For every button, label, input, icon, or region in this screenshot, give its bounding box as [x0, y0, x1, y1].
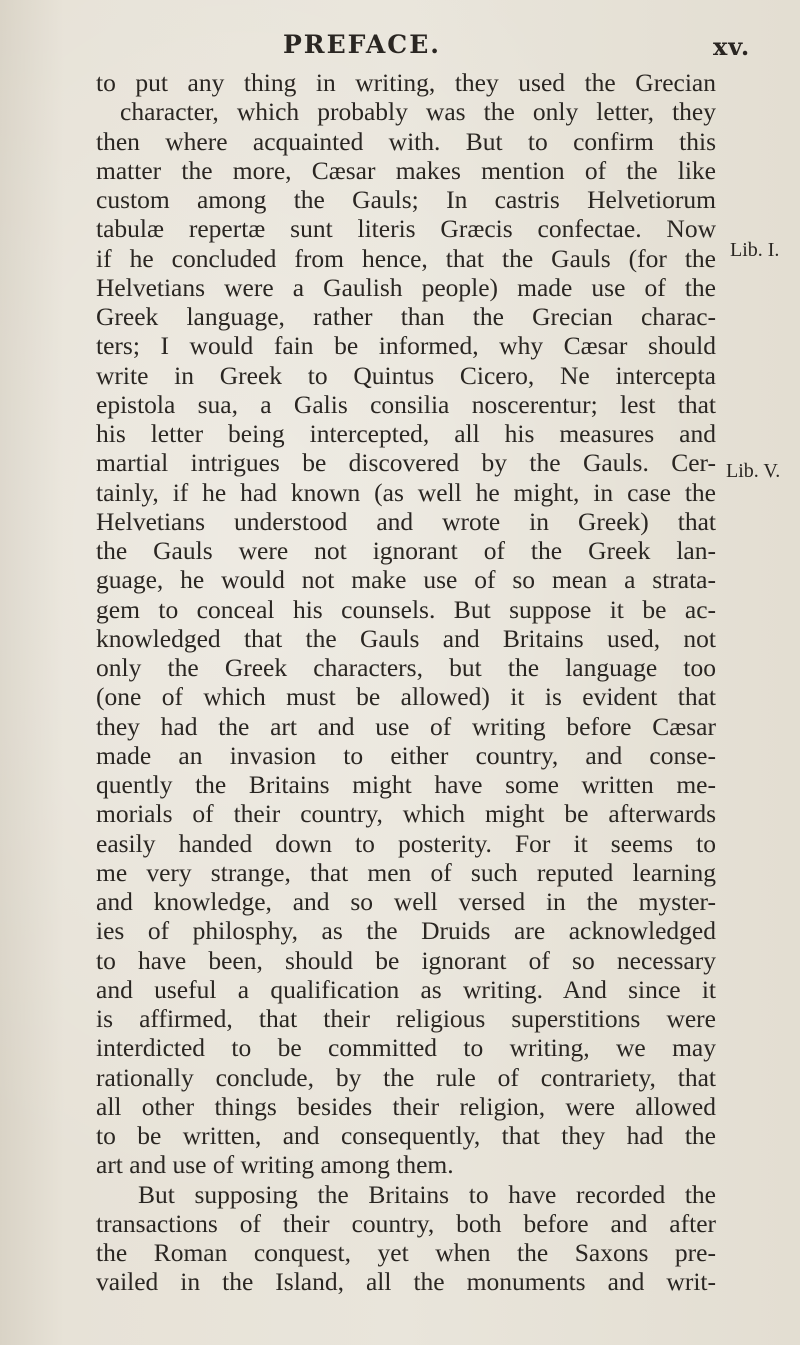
text-line: art and use of writing among them. [96, 1150, 454, 1180]
text-line: to put any thing in writing, they used the Grecian [96, 68, 716, 97]
text-line: rationally conclude, by the rule of contrariety, that [96, 1062, 716, 1092]
text-line: his letter being intercepted, all his measures and [96, 419, 716, 448]
text-line: is affirmed, that their religious superstitions were [96, 1004, 716, 1033]
text-line: quently the Britains might have some written me- [96, 770, 716, 799]
text-line: knowledged that the Gauls and Britains used, not [96, 623, 716, 653]
text-line: tainly, if he had known (as well he might, in case the [96, 477, 716, 507]
text-line: Greek language, rather than the Grecian charac- [96, 302, 716, 331]
text-line: all other things besides their religion, were allowed [96, 1091, 716, 1121]
text-line: and knowledge, and so well versed in the myster- [96, 887, 716, 916]
text-line: made an invasion to either country, and conse- [96, 740, 716, 770]
text-line: the Gauls were not ignorant of the Greek lan- [96, 536, 716, 565]
text-line: But supposing the Britains to have recorded the [138, 1179, 716, 1209]
text-line: ters; I would fain be informed, why Cæsar should [96, 331, 716, 361]
text-line: Helvetians were a Gaulish people) made use of the [96, 272, 716, 302]
margin-note-lib-v: Lib. V. [726, 460, 781, 482]
text-line: and useful a qualification as writing. And since it [96, 974, 716, 1004]
page-header [0, 30, 800, 60]
text-line: easily handed down to posterity. For it seems to [96, 828, 716, 858]
text-line: tabulæ repertæ sunt literis Græcis confectae. Now [96, 214, 716, 244]
text-line: vailed in the Island, all the monuments and writ- [96, 1267, 716, 1297]
running-head: PREFACE. [283, 30, 441, 59]
text-line: write in Greek to Quintus Cicero, Ne intercepta [96, 360, 716, 390]
body-text [96, 68, 716, 1297]
text-line: morials of their country, which might be afterwards [96, 799, 716, 829]
page-number: xv. [713, 32, 751, 61]
text-line: if he concluded from hence, that the Gauls (for the [96, 243, 716, 273]
text-line: transactions of their country, both before and after [96, 1208, 716, 1238]
text-line: ies of philosphy, as the Druids are acknowledged [96, 916, 716, 946]
text-line: epistola sua, a Galis consilia noscerentur; lest that [96, 389, 716, 419]
text-line: gem to conceal his counsels. But suppose it be ac- [96, 594, 716, 624]
text-line: the Roman conquest, yet when the Saxons pre- [96, 1238, 716, 1267]
text-line: Helvetians understood and wrote in Greek) that [96, 506, 716, 536]
text-line: guage, he would not make use of so mean a strata- [96, 565, 716, 595]
text-line: only the Greek characters, but the language too [96, 653, 716, 682]
text-line: (one of which must be allowed) it is evident that [96, 682, 716, 712]
text-line: to have been, should be ignorant of so necessary [96, 945, 716, 975]
text-line: to be written, and consequently, that they had the [96, 1121, 716, 1150]
text-line: martial intrigues be discovered by the Gauls. Cer- [96, 448, 716, 478]
text-line: custom among the Gauls; In castris Helvetiorum [96, 185, 716, 214]
text-line: then where acquainted with. But to confirm this [96, 126, 716, 156]
text-line: interdicted to be committed to writing, we may [96, 1033, 716, 1063]
text-line: they had the art and use of writing before Cæsar [96, 711, 716, 741]
margin-note-lib-i: Lib. I. [730, 239, 780, 261]
text-line: character, which probably was the only letter, they [120, 97, 716, 127]
text-line: me very strange, that men of such reputed learning [96, 857, 716, 887]
text-line: matter the more, Cæsar makes mention of the like [96, 155, 716, 185]
